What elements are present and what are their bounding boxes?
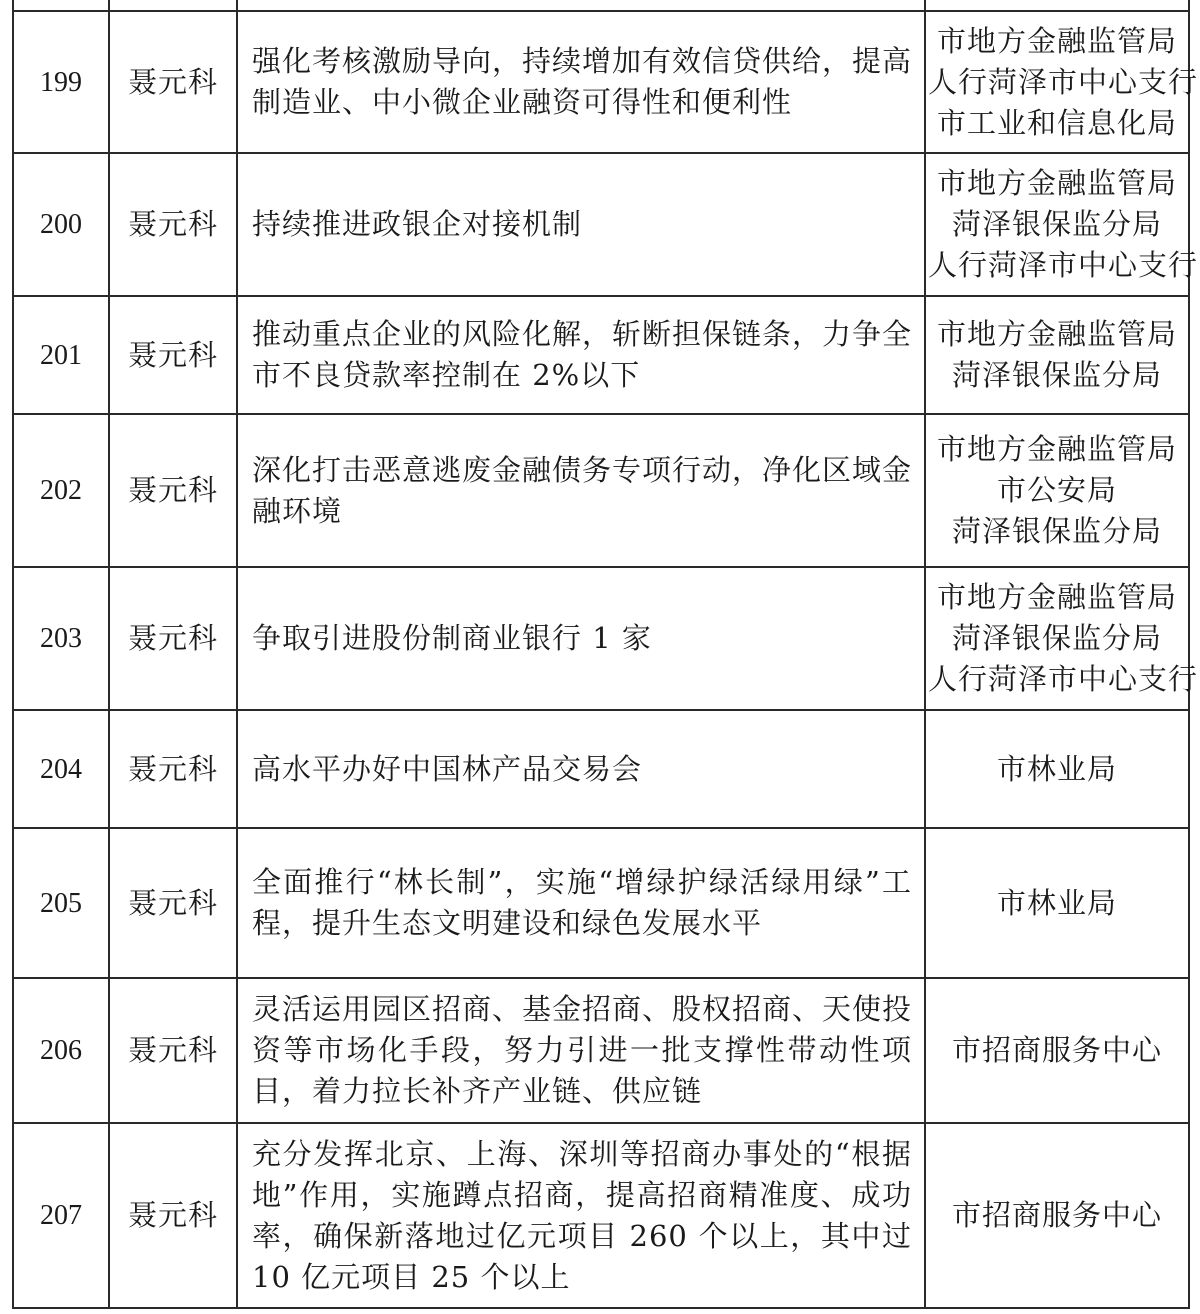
responsible-departments [925, 1123, 1189, 1308]
row-number: 201 [13, 296, 109, 414]
task-description: 高水平办好中国林产品交易会 [237, 710, 925, 828]
department-name: 市林业局 [996, 751, 1117, 786]
department-name: 市地方金融监管局 [936, 166, 1177, 200]
table-row [13, 11, 1189, 153]
table-row [13, 1123, 1189, 1308]
responsible-departments [925, 978, 1189, 1123]
row-number: 207 [13, 1123, 109, 1308]
department-name: 市工业和信息化局 [936, 105, 1177, 140]
table-row [13, 296, 1189, 414]
task-description: 推动重点企业的风险化解，斩断担保链条，力争全市不良贷款率控制在 2%以下 [237, 296, 925, 414]
table-row [13, 414, 1189, 567]
department-name: 市公安局 [996, 473, 1117, 507]
responsible-leader: 聂元科 [109, 828, 237, 978]
responsible-leader: 聂元科 [109, 710, 237, 828]
department-name: 市地方金融监管局 [936, 23, 1177, 58]
responsible-leader: 聂元科 [109, 1123, 237, 1308]
responsible-departments [925, 153, 1199, 296]
task-description [237, 0, 925, 11]
responsible-departments [925, 710, 1189, 828]
task-description: 强化考核激励导向，持续增加有效信贷供给，提高制造业、中小微企业融资可得性和便利性 [237, 11, 925, 153]
table-row [13, 828, 1189, 978]
row-number [13, 0, 109, 11]
department-name: 市招商服务中心 [951, 1198, 1162, 1232]
table-row [13, 153, 1189, 296]
row-number: 200 [13, 153, 109, 296]
task-description: 灵活运用园区招商、基金招商、股权招商、天使投资等市场化手段，努力引进一批支撑性带动性项目，着力拉长补齐产业链、供应链 [237, 978, 925, 1123]
row-number: 205 [13, 828, 109, 978]
department-name: 人行菏泽市中心支行 [928, 662, 1199, 696]
responsible-departments [925, 567, 1199, 710]
table-row [13, 0, 1189, 11]
department-name: 市林业局 [996, 885, 1117, 920]
responsible-leader: 聂元科 [109, 978, 237, 1123]
department-name: 市地方金融监管局 [936, 317, 1177, 351]
responsible-leader [109, 0, 237, 11]
row-number: 206 [13, 978, 109, 1123]
responsible-leader: 聂元科 [109, 567, 237, 710]
row-number: 202 [13, 414, 109, 567]
table-row [13, 710, 1189, 828]
department-name: 人行菏泽市中心支行 [928, 64, 1199, 99]
task-description: 充分发挥北京、上海、深圳等招商办事处的“根据地”作用，实施蹲点招商，提高招商精准度、成功率，确保新落地过亿元项目 260 个以上，其中过 10 亿元项目 25 个以上 [237, 1123, 925, 1308]
task-description: 争取引进股份制商业银行 1 家 [237, 567, 925, 710]
task-description: 深化打击恶意逃废金融债务专项行动，净化区域金融环境 [237, 414, 925, 567]
task-description: 持续推进政银企对接机制 [237, 153, 925, 296]
table-row [13, 567, 1189, 710]
department-name: 市地方金融监管局 [936, 580, 1177, 614]
department-name: 市地方金融监管局 [936, 432, 1177, 466]
department-name: 市招商服务中心 [951, 1033, 1162, 1067]
responsible-leader: 聂元科 [109, 296, 237, 414]
department-name: 人行菏泽市中心支行 [928, 248, 1199, 282]
department-name: 菏泽银保监分局 [951, 621, 1162, 655]
row-number: 203 [13, 567, 109, 710]
task-table [12, 0, 1199, 1309]
department-name: 菏泽银保监分局 [951, 514, 1162, 548]
row-number: 199 [13, 11, 109, 153]
department-name: 菏泽银保监分局 [951, 207, 1162, 241]
responsible-leader: 聂元科 [109, 153, 237, 296]
task-description: 全面推行“林长制”，实施“增绿护绿活绿用绿”工程，提升生态文明建设和绿色发展水平 [237, 828, 925, 978]
responsible-departments [925, 0, 1189, 11]
responsible-departments [925, 296, 1189, 414]
responsible-departments [925, 11, 1199, 153]
department-name: 菏泽银保监分局 [951, 358, 1162, 392]
responsible-leader: 聂元科 [109, 11, 237, 153]
row-number: 204 [13, 710, 109, 828]
responsible-departments [925, 828, 1189, 978]
table-row [13, 978, 1189, 1123]
responsible-departments [925, 414, 1189, 567]
responsible-leader: 聂元科 [109, 414, 237, 567]
